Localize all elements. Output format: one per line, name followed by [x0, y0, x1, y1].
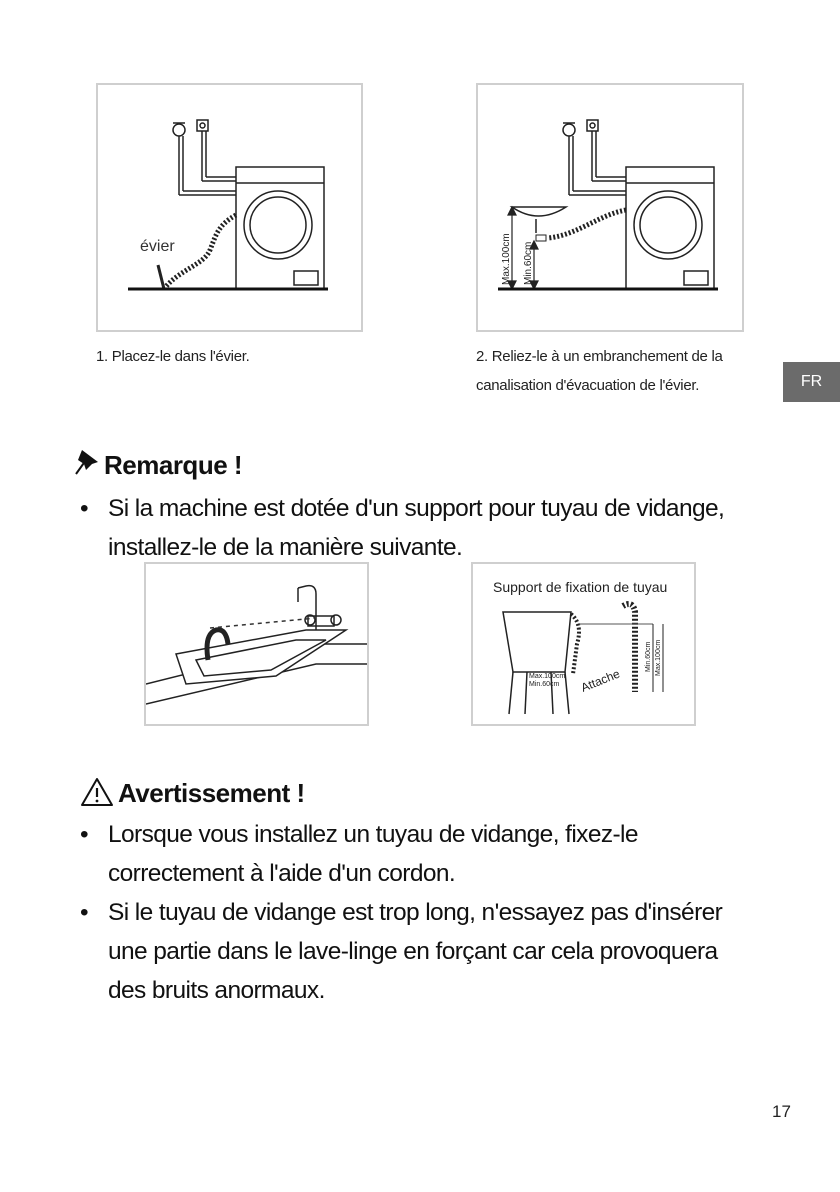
remarque-bullet-1-line2: installez-le de la manière suivante. — [108, 534, 463, 561]
warning-icon — [80, 776, 114, 808]
remarque-bullet-1-line1: Si la machine est dotée d'un support pour tuyau de vidange, — [108, 495, 725, 522]
bullet-symbol: • — [80, 821, 88, 848]
support-max-vertical-label: Max.100cm — [655, 639, 662, 676]
language-tab: FR — [783, 362, 840, 402]
page-number: 17 — [772, 1102, 791, 1121]
bullet-symbol: • — [80, 899, 88, 926]
figure1-caption: 1. Placez-le dans l'évier. — [96, 348, 250, 365]
support-title: Support de fixation de tuyau — [493, 579, 668, 595]
figure-sink-placement — [96, 83, 363, 332]
washing-machine-sink-illustration — [98, 85, 361, 330]
pushpin-icon — [72, 446, 102, 476]
bullet-symbol: • — [80, 495, 88, 522]
min-height-label: Min.60cm — [523, 241, 534, 285]
avertissement-bullet-2-line1: Si le tuyau de vidange est trop long, n'essayez pas d'insérer — [108, 899, 723, 926]
support-min-vertical-label: Min.60cm — [645, 641, 652, 672]
avertissement-bullet-1 — [80, 815, 780, 895]
figure-kitchen-sink — [144, 562, 369, 726]
figure-drain-branch — [476, 83, 744, 332]
support-max-label: Max.100cm — [529, 673, 566, 680]
attach-label: Attache — [578, 666, 622, 695]
figure2-caption-line2: canalisation d'évacuation de l'évier. — [476, 377, 700, 394]
figure2-caption-line1: 2. Reliez-le à un embranchement de la — [476, 348, 723, 365]
avertissement-heading: Avertissement ! — [118, 778, 305, 808]
avertissement-bullet-2 — [80, 893, 780, 1013]
sink-label: évier — [140, 238, 175, 255]
avertissement-bullet-1-line1: Lorsque vous installez un tuyau de vidange, fixez-le — [108, 821, 638, 848]
max-height-label: Max.100cm — [501, 233, 512, 285]
drain-branch-illustration — [478, 85, 742, 330]
support-min-label: Min.60cm — [529, 681, 560, 688]
remarque-heading: Remarque ! — [104, 450, 243, 480]
avertissement-bullet-1-line2: correctement à l'aide d'un cordon. — [108, 860, 456, 887]
kitchen-sink-illustration — [146, 564, 367, 724]
avertissement-bullet-2-line3: des bruits anormaux. — [108, 977, 325, 1004]
figure-hose-support — [471, 562, 696, 726]
remarque-bullet-1 — [80, 489, 780, 569]
hose-support-illustration — [473, 564, 694, 724]
avertissement-bullet-2-line2: une partie dans le lave-linge en forçant car cela provoquera — [108, 938, 718, 965]
